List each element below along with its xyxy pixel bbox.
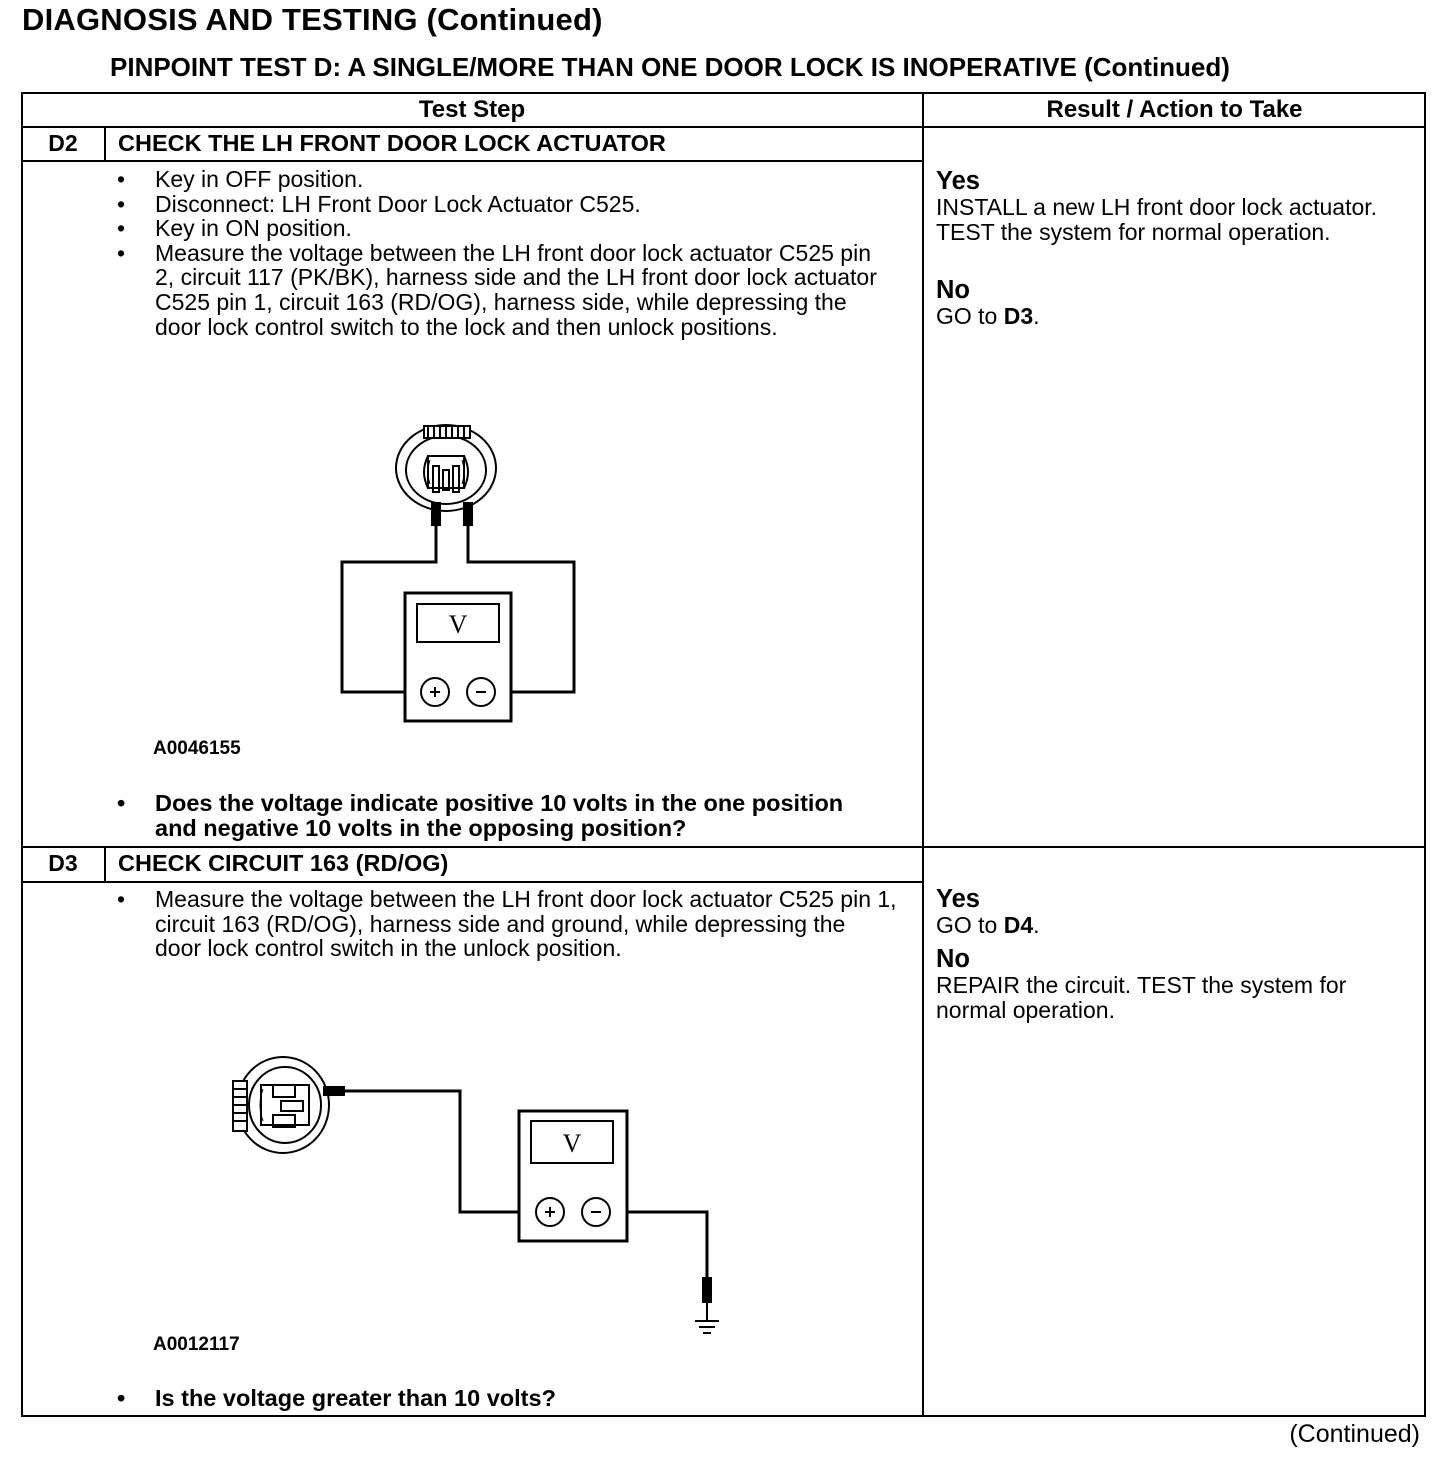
step-d2-instructions: [117, 167, 877, 339]
yes-label: Yes: [936, 167, 980, 195]
page-title: DIAGNOSIS AND TESTING (Continued): [22, 2, 603, 37]
d3-id-divider: [104, 847, 106, 881]
no-action-suffix: .: [1033, 303, 1040, 329]
d2-voltmeter-diagram: [330, 420, 590, 730]
continued-label: (Continued): [1289, 1420, 1420, 1448]
test-probe: [702, 1277, 712, 1303]
list-item: • Key in OFF position.: [117, 167, 877, 192]
no-action-ref: D3: [1003, 303, 1034, 329]
test-probe: [431, 502, 441, 526]
yes-action-suffix: .: [1033, 912, 1040, 938]
meter-symbol: V: [562, 1129, 582, 1158]
header-divider: [22, 126, 1425, 128]
list-item: • Disconnect: LH Front Door Lock Actuator C525.: [117, 192, 877, 217]
test-leads: [342, 526, 574, 692]
step-d3-instructions: [117, 887, 897, 961]
yes-action-ref: D4: [1003, 912, 1034, 938]
figure-id-d3: A0012117: [153, 1334, 240, 1355]
step-d2-question: [117, 791, 877, 840]
test-probe: [323, 1086, 345, 1096]
step-title-d2: CHECK THE LH FRONT DOOR LOCK ACTUATOR: [118, 130, 666, 156]
list-item: • Key in ON position.: [117, 216, 877, 241]
list-item: • Does the voltage indicate positive 10 volts in the one position and negative 10 volts in the opposing position?: [117, 791, 877, 840]
yes-label: Yes: [936, 885, 980, 913]
step-id-d2: D2: [48, 130, 78, 156]
result-d3: [936, 886, 1406, 1023]
c525-connector-icon: [396, 425, 496, 511]
test-leads: [345, 1091, 707, 1277]
ground-icon: [695, 1303, 719, 1333]
d3-title-divider: [22, 881, 922, 883]
figure-id-d2: A0046155: [153, 738, 241, 759]
test-probe: [463, 502, 473, 526]
no-label: No: [936, 276, 970, 304]
step-title-d3: CHECK CIRCUIT 163 (RD/OG): [118, 850, 449, 876]
result-d2: [936, 168, 1396, 329]
no-label: No: [936, 945, 970, 973]
c525-connector-icon: [233, 1057, 329, 1153]
step-d3-question: [117, 1386, 877, 1411]
step-id-d3: D3: [48, 850, 78, 876]
yes-action-prefix: GO to: [936, 912, 1004, 938]
d2-d3-divider: [22, 846, 1425, 848]
list-item: • Measure the voltage between the LH front door lock actuator C525 pin 1, circuit 163 (RD/OG), harness side and ground, while depressing the door lock control switch in the unlock position.: [117, 887, 897, 961]
test-step-header: Test Step: [418, 96, 526, 123]
list-item: • Is the voltage greater than 10 volts?: [117, 1386, 877, 1411]
result-header: Result / Action to Take: [1046, 96, 1303, 123]
list-item: • Measure the voltage between the LH front door lock actuator C525 pin 2, circuit 117 (PK/BK), harness side and the LH front door lock actuator C525 pin 1, circuit 163 (RD/OG), harness side, while depressing the door lock control switch to the lock and then unlock positions.: [117, 241, 877, 339]
yes-action: INSTALL a new LH front door lock actuator. TEST the system for normal operation.: [936, 194, 1378, 245]
pinpoint-test-title: PINPOINT TEST D: A SINGLE/MORE THAN ONE DOOR LOCK IS INOPERATIVE (Continued): [110, 52, 1230, 82]
column-divider: [922, 93, 924, 1416]
d3-ground-test-diagram: [225, 1055, 735, 1345]
no-action: REPAIR the circuit. TEST the system for normal operation.: [936, 972, 1347, 1023]
meter-symbol: V: [448, 610, 468, 639]
d2-title-divider: [22, 160, 922, 162]
no-action-prefix: GO to: [936, 303, 1004, 329]
d2-id-divider: [104, 127, 106, 160]
